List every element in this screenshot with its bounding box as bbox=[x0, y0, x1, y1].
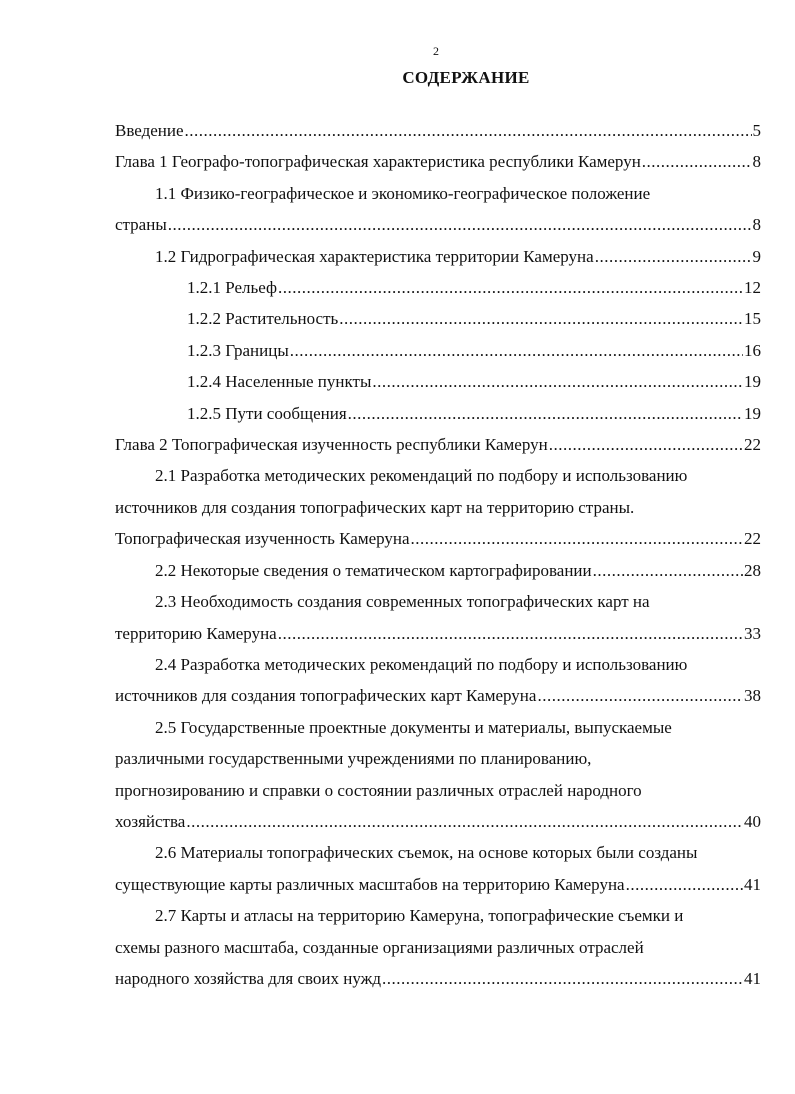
toc-entry-2-3[interactable] bbox=[115, 586, 761, 649]
toc-entry-title-line: 2.3 Необходимость создания современных топографических карт на bbox=[155, 592, 650, 612]
toc-page-number: 28 bbox=[744, 560, 761, 580]
toc-page-number: 22 bbox=[744, 435, 761, 455]
page-title: СОДЕРЖАНИЕ bbox=[402, 68, 530, 87]
toc-entry-title: 1.2.5 Пути сообщения bbox=[187, 403, 347, 423]
toc-page-number: 8 bbox=[752, 215, 761, 235]
toc-entry-title-line: народного хозяйства для своих нужд bbox=[115, 968, 382, 988]
toc-entry-title-line: территорию Камеруна bbox=[115, 623, 277, 643]
dot-leader bbox=[372, 366, 743, 397]
toc-page-number: 41 bbox=[744, 874, 761, 894]
toc-entry-2-4[interactable] bbox=[115, 649, 761, 712]
toc-entry-title-line: источников для создания топографических карт Камеруна bbox=[115, 686, 537, 706]
toc-entry-1-2-2[interactable] bbox=[115, 303, 761, 334]
toc-page-number: 15 bbox=[744, 309, 761, 329]
toc-entry-title-line: Топографическая изученность Камеруна bbox=[115, 529, 410, 549]
dot-leader bbox=[595, 241, 752, 272]
toc-entry-1-2-1[interactable] bbox=[115, 272, 761, 303]
toc-entry-title-line: прогнозированию и справки о состоянии различных отраслей народного bbox=[115, 780, 642, 800]
toc-page-number: 8 bbox=[752, 152, 761, 172]
toc-entry-title: Глава 1 Географо-топографическая характеристика республики Камерун bbox=[115, 152, 641, 172]
toc-entry-chapter-2[interactable] bbox=[115, 429, 761, 460]
toc-entry-title: 1.2.1 Рельеф bbox=[187, 278, 278, 298]
toc-entry-2-6[interactable] bbox=[115, 837, 761, 900]
dot-leader bbox=[339, 303, 743, 334]
toc-entry-1-2-3[interactable] bbox=[115, 335, 761, 366]
toc-page-number: 12 bbox=[744, 278, 761, 298]
toc-entry-title-line: существующие карты различных масштабов на территорию Камеруна bbox=[115, 874, 625, 894]
dot-leader bbox=[549, 429, 743, 460]
toc-entry-title-line: 2.1 Разработка методических рекомендаций по подбору и использованию bbox=[155, 466, 688, 486]
toc-entry-title-line: 2.5 Государственные проектные документы и материалы, выпускаемые bbox=[155, 717, 672, 737]
toc-page-number: 22 bbox=[744, 529, 761, 549]
toc-page-number: 38 bbox=[744, 686, 761, 706]
toc-entry-2-2[interactable] bbox=[115, 555, 761, 586]
dot-leader bbox=[593, 555, 743, 586]
toc-page-number: 19 bbox=[744, 372, 761, 392]
toc-entry-title-line: 2.7 Карты и атласы на территорию Камеруна, топографические съемки и bbox=[155, 906, 684, 926]
toc-entry-title-line: схемы разного масштаба, созданные организациями различных отраслей bbox=[115, 937, 644, 957]
dot-leader bbox=[185, 115, 752, 146]
dot-leader bbox=[642, 146, 752, 177]
toc-page-number: 33 bbox=[744, 623, 761, 643]
toc-entry-1-2-5[interactable] bbox=[115, 398, 761, 429]
dot-leader bbox=[186, 806, 743, 837]
toc-entry-title: Глава 2 Топографическая изученность республики Камерун bbox=[115, 435, 548, 455]
toc-entry-2-5[interactable] bbox=[115, 712, 761, 838]
dot-leader bbox=[626, 869, 743, 900]
toc-page-number: 40 bbox=[744, 811, 761, 831]
dot-leader bbox=[290, 335, 743, 366]
dot-leader bbox=[382, 963, 743, 994]
toc-entry-2-1[interactable] bbox=[115, 460, 761, 554]
toc-entry-title-line: 1.1 Физико-географическое и экономико-географическое положение bbox=[155, 183, 651, 203]
page-number: 2 bbox=[433, 44, 439, 58]
toc-entry-chapter-1[interactable] bbox=[115, 146, 761, 177]
toc-entry-title: Введение bbox=[115, 121, 184, 140]
toc-entry-title: 2.2 Некоторые сведения о тематическом картографировании bbox=[155, 560, 592, 580]
toc-entry-2-7[interactable] bbox=[115, 900, 761, 994]
dot-leader bbox=[168, 209, 752, 240]
dot-leader bbox=[278, 618, 743, 649]
toc-entry-1-2[interactable] bbox=[115, 241, 761, 272]
dot-leader bbox=[411, 523, 743, 554]
dot-leader bbox=[348, 398, 743, 429]
toc-entry-title: 1.2.4 Населенные пункты bbox=[187, 372, 372, 392]
toc-entry-1-2-4[interactable] bbox=[115, 366, 761, 397]
toc-entry-title: 1.2.3 Границы bbox=[187, 340, 289, 360]
toc-entry-1-1[interactable] bbox=[115, 178, 761, 241]
toc-page-number: 19 bbox=[744, 403, 761, 423]
toc-entry-title: 1.2.2 Растительность bbox=[187, 309, 339, 329]
toc-entry-title-line: 2.6 Материалы топографических съемок, на основе которых были созданы bbox=[155, 843, 698, 863]
toc-entry-title-line: различными государственными учреждениями по планированию, bbox=[115, 749, 592, 769]
dot-leader bbox=[278, 272, 743, 303]
toc-entry-title-line: 2.4 Разработка методических рекомендаций по подбору и использованию bbox=[155, 654, 688, 674]
toc-entry-title-line: хозяйства bbox=[115, 811, 186, 831]
toc-page-number: 9 bbox=[752, 246, 761, 266]
toc-entry-title-line: источников для создания топографических карт на территорию страны. bbox=[115, 497, 635, 517]
toc-page-number: 5 bbox=[752, 121, 761, 140]
dot-leader bbox=[537, 680, 743, 711]
table-of-contents bbox=[115, 115, 761, 994]
toc-entry-title: 1.2 Гидрографическая характеристика территории Камеруна bbox=[155, 246, 594, 266]
toc-entry-title-line: страны bbox=[115, 215, 167, 235]
toc-page-number: 41 bbox=[744, 968, 761, 988]
toc-entry-introduction[interactable] bbox=[115, 115, 761, 146]
toc-page-number: 16 bbox=[744, 340, 761, 360]
